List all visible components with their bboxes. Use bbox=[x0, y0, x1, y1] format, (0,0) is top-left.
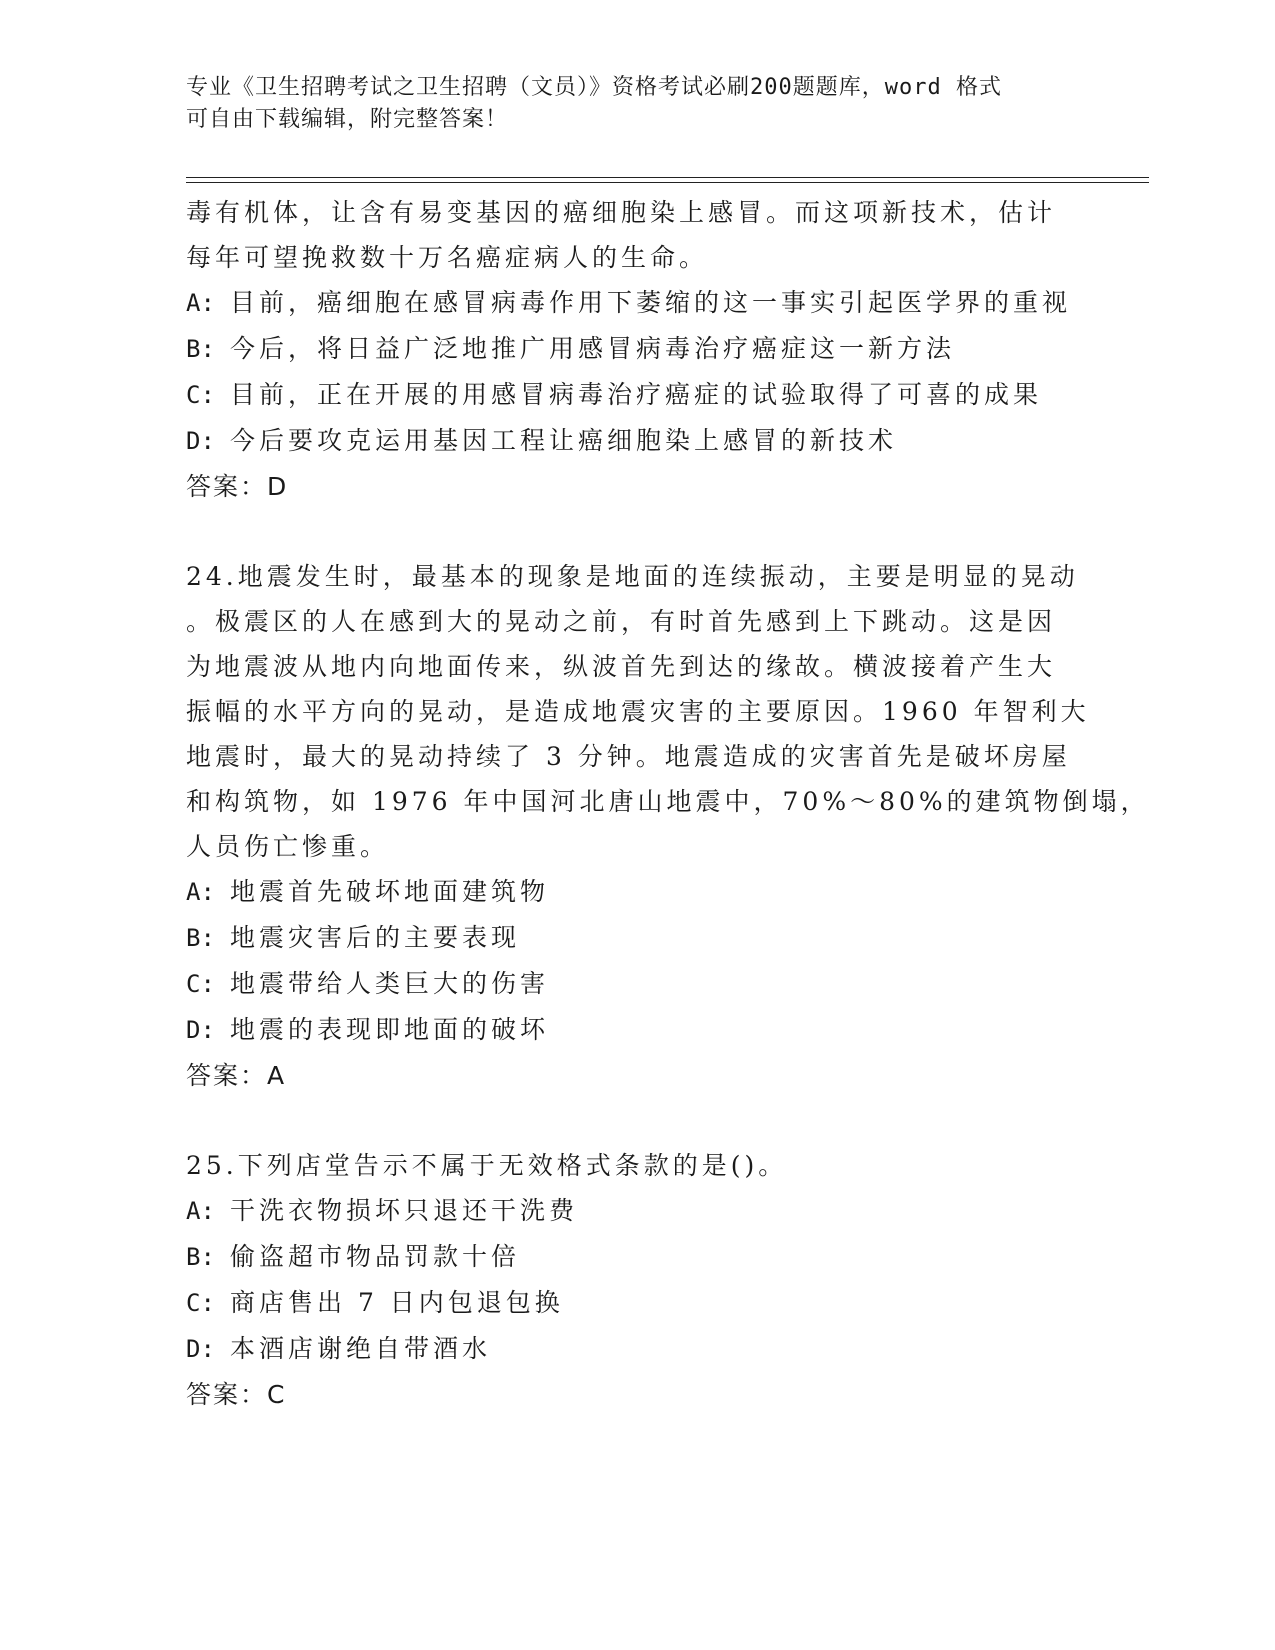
option-key: A: bbox=[186, 878, 215, 906]
option-key: B: bbox=[186, 924, 215, 952]
question-23 bbox=[186, 190, 1086, 509]
question-stem-line: 和构筑物，如 1976 年中国河北唐山地震中，70%～80%的建筑物倒塌， bbox=[186, 787, 1150, 816]
question-stem-line: 为地震波从地内向地面传来，纵波首先到达的缘故。横波接着产生大 bbox=[186, 652, 1057, 681]
header-rule-top bbox=[186, 177, 1149, 178]
question-stem-line: 振幅的水平方向的晃动，是造成地震灾害的主要原因。1960 年智利大 bbox=[186, 697, 1090, 726]
option-text: 目前，正在开展的用感冒病毒治疗癌症的试验取得了可喜的成果 bbox=[230, 380, 1043, 409]
answer: 答案：C bbox=[186, 1380, 287, 1409]
header-line-2: 可自由下载编辑，附完整答案！ bbox=[186, 107, 509, 132]
header-line-1: 专业《卫生招聘考试之卫生招聘（文员）》资格考试必刷200题题库，word 格式 bbox=[186, 75, 1002, 100]
answer: 答案：A bbox=[186, 1061, 287, 1090]
option-a bbox=[186, 1188, 1086, 1234]
option-key: B: bbox=[186, 1243, 215, 1271]
option-c bbox=[186, 1280, 1086, 1326]
option-c bbox=[186, 961, 1086, 1007]
question-stem-line: 地震时，最大的晃动持续了 3 分钟。地震造成的灾害首先是破坏房屋 bbox=[186, 742, 1071, 771]
option-b bbox=[186, 326, 1086, 372]
option-text: 地震带给人类巨大的伤害 bbox=[230, 969, 550, 998]
option-c bbox=[186, 372, 1086, 418]
option-text: 目前，癌细胞在感冒病毒作用下萎缩的这一事实引起医学界的重视 bbox=[230, 288, 1072, 317]
option-b bbox=[186, 1234, 1086, 1280]
option-key: B: bbox=[186, 335, 215, 363]
header-rule-bottom bbox=[186, 182, 1149, 183]
option-key: D: bbox=[186, 1335, 215, 1363]
page-header bbox=[186, 72, 1066, 136]
option-text: 今后要攻克运用基因工程让癌细胞染上感冒的新技术 bbox=[230, 426, 898, 455]
option-key: D: bbox=[186, 1016, 215, 1044]
option-text: 商店售出 7 日内包退包换 bbox=[230, 1288, 564, 1317]
option-text: 干洗衣物损坏只退还干洗费 bbox=[230, 1196, 579, 1225]
option-key: A: bbox=[186, 289, 215, 317]
question-stem-line: 。极震区的人在感到大的晃动之前，有时首先感到上下跳动。这是因 bbox=[186, 607, 1057, 636]
option-key: C: bbox=[186, 381, 215, 409]
option-key: D: bbox=[186, 427, 215, 455]
option-text: 偷盗超市物品罚款十倍 bbox=[230, 1242, 521, 1271]
option-key: A: bbox=[186, 1197, 215, 1225]
question-stem-line: 25.下列店堂告示不属于无效格式条款的是()。 bbox=[186, 1151, 788, 1180]
question-24 bbox=[186, 554, 1150, 1098]
question-stem-line: 毒有机体，让含有易变基因的癌细胞染上感冒。而这项新技术，估计 bbox=[186, 198, 1057, 227]
option-d bbox=[186, 1007, 1086, 1053]
option-a bbox=[186, 869, 1086, 915]
spacer bbox=[186, 509, 1086, 554]
document-body bbox=[186, 190, 1150, 1417]
option-key: C: bbox=[186, 970, 215, 998]
option-text: 本酒店谢绝自带酒水 bbox=[230, 1334, 492, 1363]
option-key: C: bbox=[186, 1289, 215, 1317]
question-stem-line: 人员伤亡惨重。 bbox=[186, 832, 390, 861]
option-d bbox=[186, 1326, 1086, 1372]
question-stem-line: 每年可望挽救数十万名癌症病人的生命。 bbox=[186, 243, 709, 272]
option-d bbox=[186, 418, 1086, 464]
question-25 bbox=[186, 1143, 1086, 1417]
spacer bbox=[186, 1098, 1086, 1143]
option-text: 地震的表现即地面的破坏 bbox=[230, 1015, 550, 1044]
option-b bbox=[186, 915, 1086, 961]
question-stem-line: 24.地震发生时，最基本的现象是地面的连续振动，主要是明显的晃动 bbox=[186, 562, 1079, 591]
answer: 答案：D bbox=[186, 472, 289, 501]
option-a bbox=[186, 280, 1086, 326]
option-text: 地震灾害后的主要表现 bbox=[230, 923, 521, 952]
option-text: 今后，将日益广泛地推广用感冒病毒治疗癌症这一新方法 bbox=[230, 334, 956, 363]
option-text: 地震首先破坏地面建筑物 bbox=[230, 877, 550, 906]
